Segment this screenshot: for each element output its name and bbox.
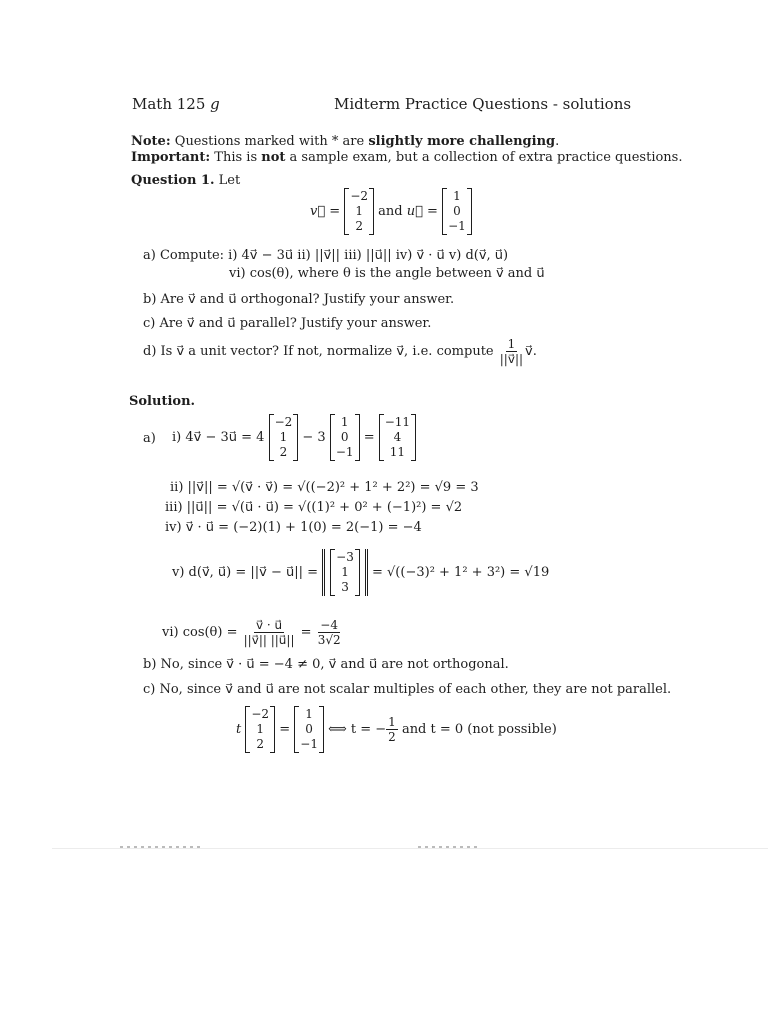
note-end: . [555,134,560,149]
u-vector [442,188,472,235]
matrix-entry: 1 [355,204,363,218]
question-part-d [143,337,537,366]
matrix-entry: −2 [274,415,293,429]
fraction-numerator: 1 [388,715,396,729]
part-d-suffix: v⃗. [525,344,537,359]
important-line [131,150,683,165]
solution-part-i [172,414,416,461]
solution-part-iii: iii) ||u⃗|| = √(u⃗ · u⃗) = √((1)² + 0² + (−1)²) = √2 [165,500,463,515]
solution-part-c: c) No, since v⃗ and u⃗ are not scalar multiples of each other, they are not parallel. [143,682,672,697]
course-name: Math 125 [132,95,206,113]
vector-definitions [310,188,472,235]
fraction-denominator: 2 [388,730,396,744]
matrix-entry: 0 [305,722,313,736]
matrix-entry: −1 [335,445,354,459]
normalize-fraction [498,337,525,366]
matrix-entry: 0 [340,430,349,444]
equals-sign: = [300,625,312,640]
solution-heading [129,394,195,409]
solution-label: Solution. [129,394,196,409]
v-def-label: v⃗ = [310,204,341,219]
fraction-numerator: −4 [320,618,338,632]
fraction-denominator: ||v⃗|| ||u⃗|| [243,633,295,647]
fraction-numerator: v⃗ · u⃗ [255,618,283,632]
matrix-entry: 1 [279,430,288,444]
page-title: Midterm Practice Questions - solutions [334,95,632,113]
half-fraction [386,715,398,744]
cos-fraction [242,618,297,647]
part-d-text: d) Is v⃗ a unit vector? If not, normalize v⃗, i.e. compute [143,344,494,359]
u-def-label: u⃗ = [406,204,438,219]
and-word: and [378,204,403,219]
important-text: This is [214,150,262,165]
matrix-entry: 2 [355,219,363,233]
minus-three: − 3 [302,430,326,445]
solution-part-iv: iv) v⃗ · u⃗ = (−2)(1) + 1(0) = 2(−1) = −4 [165,520,422,535]
part-v-rhs: = √((−3)² + 1² + 3²) = √19 [372,565,550,580]
course-mark: g [210,95,220,113]
matrix-entry: −11 [384,415,411,429]
equals-sign: = [363,430,375,445]
v-vector [245,706,275,753]
matrix-entry: 1 [305,707,313,721]
course-title [132,95,220,113]
solution-part-vi [162,618,343,647]
part-i-lhs: i) 4v⃗ − 3u⃗ = 4 [172,430,265,445]
matrix-entry: 1 [256,722,265,736]
norm-bars [322,549,368,596]
matrix-entry: 1 [340,415,349,429]
question-part-a-line1: a) Compute: i) 4v⃗ − 3u⃗ ii) ||v⃗|| iii) ||u⃗|| iv) v⃗ · u⃗ v) d(v⃗, u⃗) [143,248,509,263]
important-label: Important: [131,150,211,165]
matrix-entry: 2 [279,445,288,459]
solution-part-ii: ii) ||v⃗|| = √(v⃗ · v⃗) = √((−2)² + 1² + 2²) = √9 = 3 [170,480,479,495]
fraction-denominator: ||v⃗|| [499,352,524,366]
u-vector [294,706,324,753]
matrix-entry: 3 [341,580,349,594]
solution-part-c-equation [236,706,557,753]
matrix-entry: 1 [341,565,349,579]
question-part-b: b) Are v⃗ and u⃗ orthogonal? Justify your answer. [143,292,455,307]
note-bold: slightly more challenging [368,134,556,149]
scalar-t: t [236,722,242,737]
equals-sign: = [279,722,291,737]
part-vi-lhs: vi) cos(θ) = [162,625,238,640]
matrix-entry: 2 [256,737,265,751]
note-text: Questions marked with * are [174,134,369,149]
important-text-end: a sample exam, but a collection of extra practice questions. [285,150,683,165]
matrix-entry: −1 [300,737,318,751]
matrix-entry: −1 [448,219,466,233]
question-part-c: c) Are v⃗ and u⃗ parallel? Justify your answer. [143,316,432,331]
c-tail: and t = 0 (not possible) [401,722,557,737]
note-label: Note: [131,134,171,149]
matrix-entry: −2 [350,189,369,203]
scan-smudge [120,846,200,848]
question-1-label: Question 1. [131,173,215,188]
cos-value-fraction [316,618,343,647]
solution-part-b: b) No, since v⃗ · u⃗ = −4 ≠ 0, v⃗ and u⃗ are not orthogonal. [143,657,509,672]
matrix-entry: −2 [251,707,270,721]
question-1-intro: Let [218,173,241,188]
solution-a-label: a) [143,431,156,446]
iff-text: ⟺ t = − [328,722,387,737]
fraction-denominator: 3√2 [317,633,341,647]
fraction-numerator: 1 [507,337,516,351]
u-vector [330,414,360,461]
part-v-lhs: v) d(v⃗, u⃗) = ||v⃗ − u⃗|| = [172,565,319,580]
question-part-a-line2: vi) cos(θ), where θ is the angle between v⃗ and u⃗ [229,266,545,281]
note-line [131,134,559,149]
scan-smudge [418,846,478,848]
result-vector [379,414,416,461]
matrix-entry: 0 [453,204,461,218]
matrix-entry: 1 [453,189,461,203]
question-1-heading [131,173,240,188]
matrix-entry: −3 [336,550,354,564]
v-vector [269,414,299,461]
matrix-entry: 11 [389,445,406,459]
solution-part-v [172,549,549,596]
v-vector [344,188,374,235]
difference-vector [330,549,360,596]
important-bold: not [261,150,286,165]
matrix-entry: 4 [393,430,402,444]
page-bottom-edge [52,848,768,849]
